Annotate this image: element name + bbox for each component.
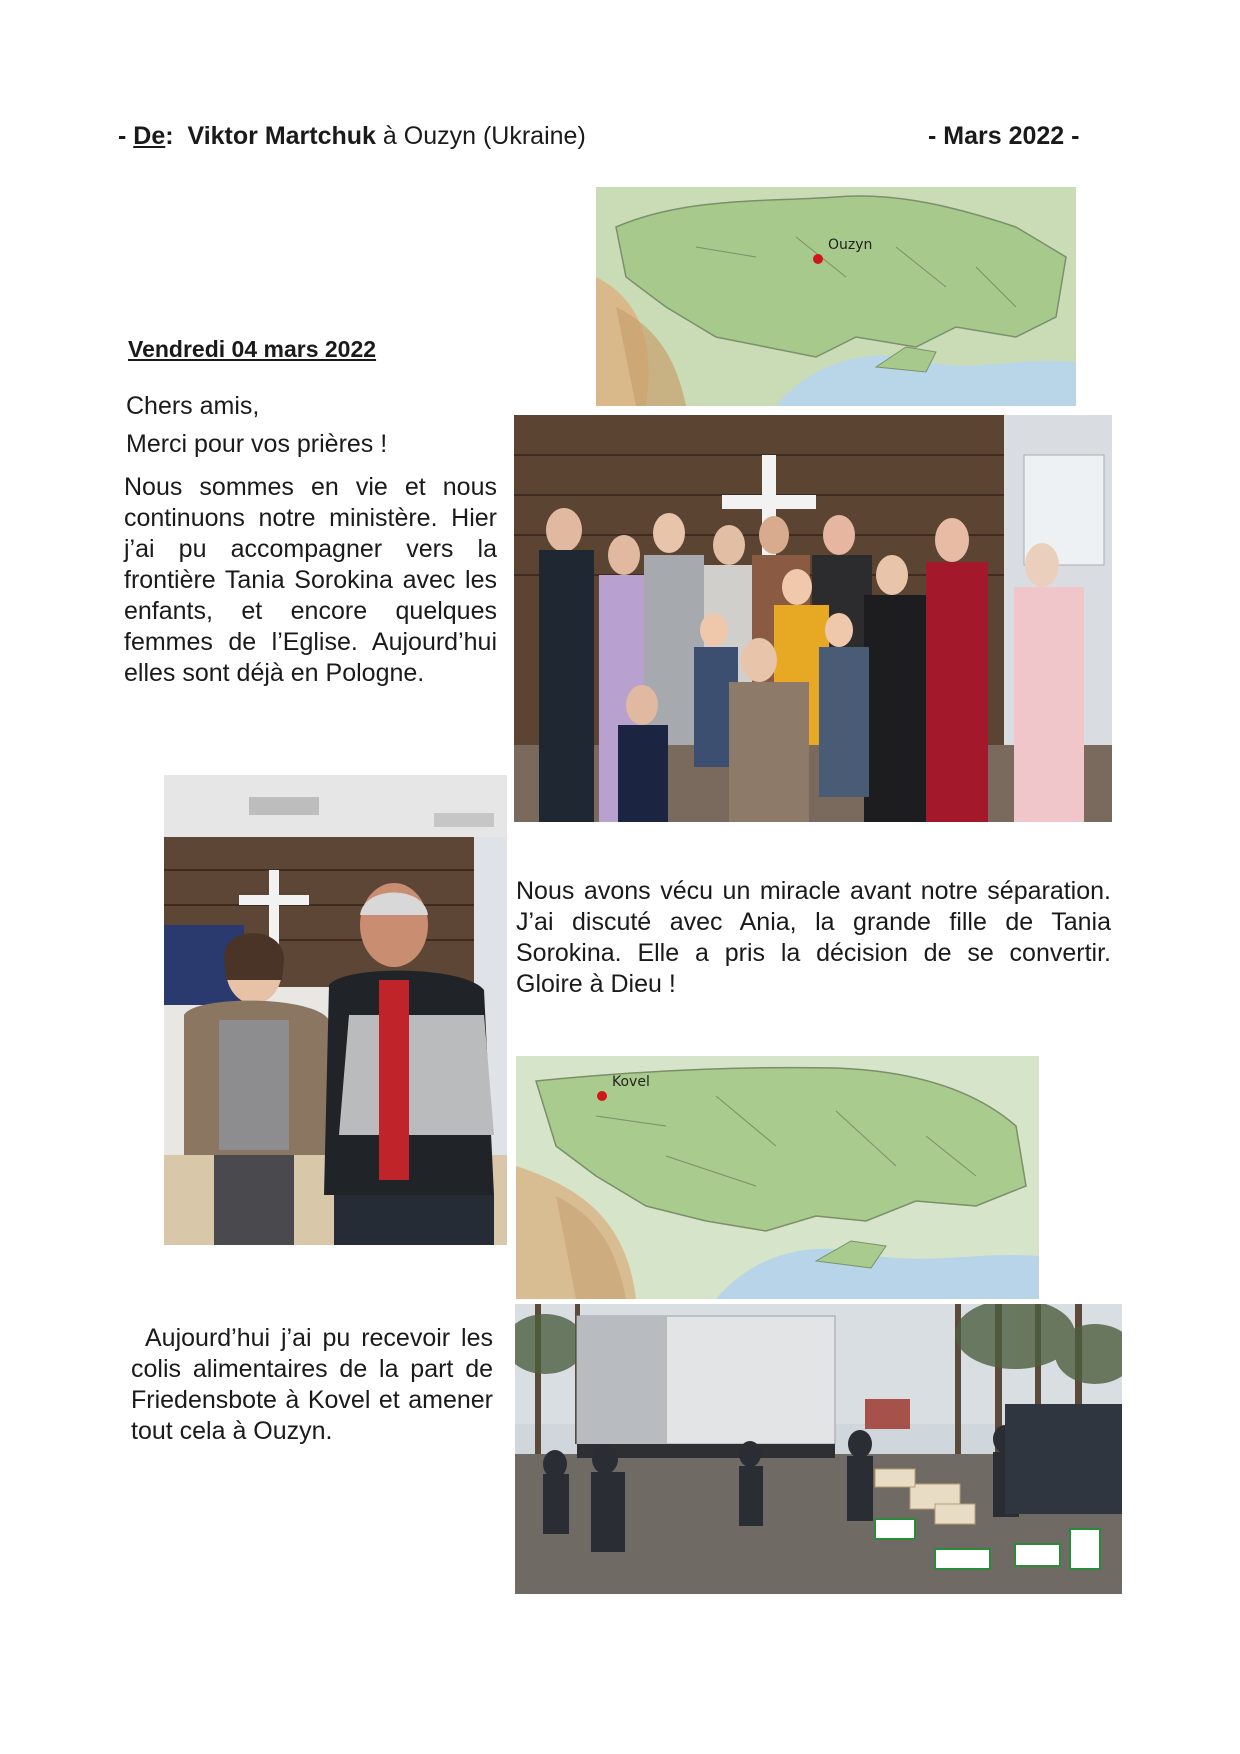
group-photo [514, 415, 1112, 822]
paragraph-2: Nous avons vécu un miracle avant notre séparation. J’ai discuté avec Ania, la grande fille de Tania Sorokina. Elle a pris la décision de se convertir. Gloire à Dieu ! [516, 877, 1111, 998]
map2-label: Kovel [612, 1074, 650, 1090]
header-author: Viktor Martchuk [187, 122, 376, 150]
header-prefix: - [118, 122, 134, 150]
paragraph-1: Nous sommes en vie et nous continuons notre ministère. Hier j’ai pu accompagner vers la frontière Tania Sorokina avec les enfants, et encore quelques femmes de l’Eglise. Aujourd’hui elles sont déjà en Pologne. [124, 473, 497, 687]
map-kovel [516, 1056, 1039, 1299]
letter-header [118, 122, 586, 151]
header-colon: : [165, 122, 174, 150]
paragraph-3: Aujourd’hui j’ai pu recevoir les colis alimentaires de la part de Friedensbote à Kovel et amener tout cela à Ouzyn. [131, 1324, 493, 1445]
entry-date-title: Vendredi 04 mars 2022 [128, 336, 377, 362]
couple-photo [164, 775, 507, 1245]
thanks: Merci pour vos prières ! [126, 430, 388, 458]
header-date: - Mars 2022 - [928, 122, 1080, 150]
header-de: De [133, 122, 166, 150]
map-ouzyn [596, 187, 1076, 406]
truck-photo [515, 1304, 1122, 1594]
header-place: Ouzyn (Ukraine) [403, 122, 586, 150]
map1-label: Ouzyn [828, 237, 873, 253]
greeting: Chers amis, [126, 392, 260, 420]
header-connector: à [382, 122, 397, 150]
